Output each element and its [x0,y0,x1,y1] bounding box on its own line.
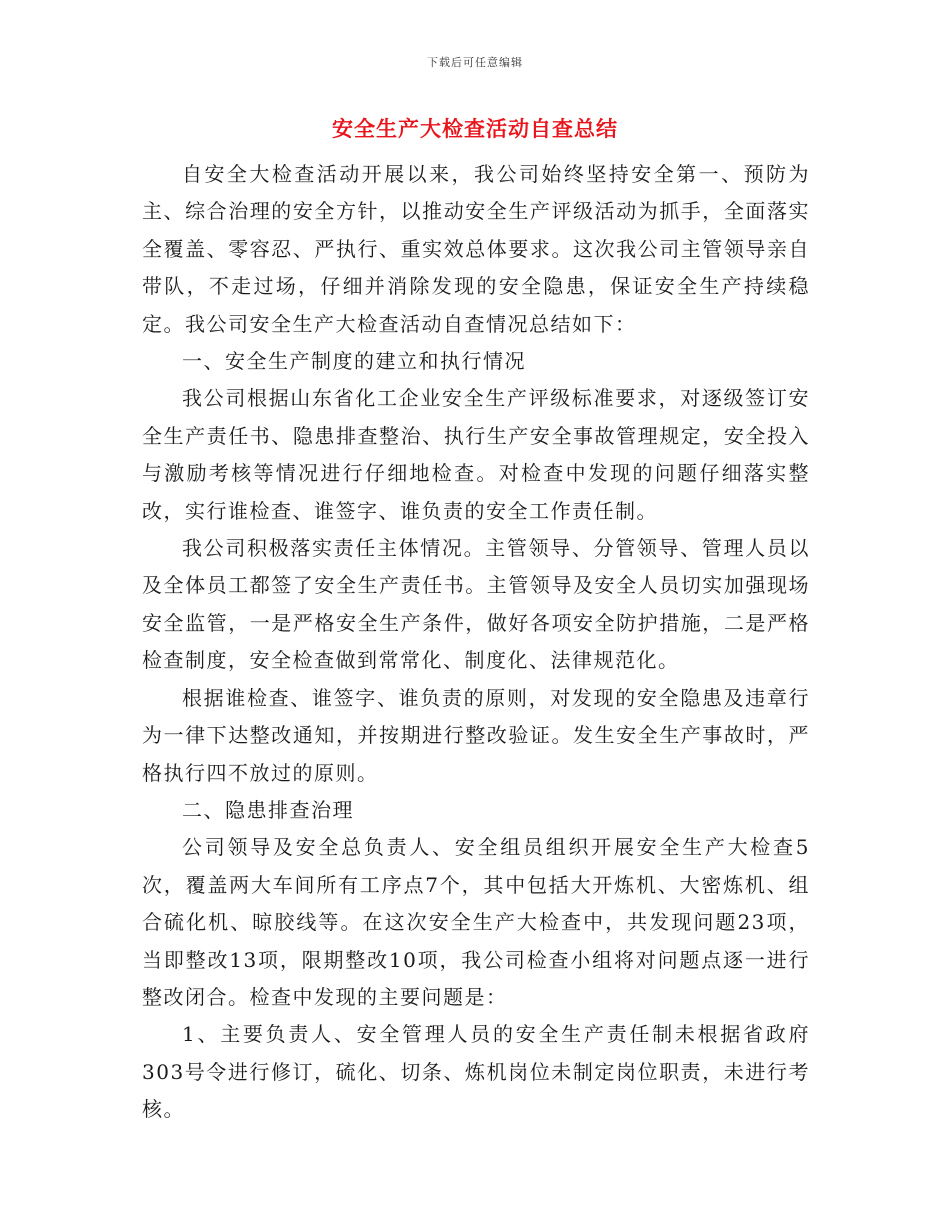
paragraph-responsibility: 我公司积极落实责任主体情况。主管领导、分管领导、管理人员以及全体员工都签了安全生产责任书。主管领导及安全人员切实加强现场安全监管，一是严格安全生产条件，做好各项安全防护措施，二是严格检查制度，安全检查做到常常化、制度化、法律规范化。 [142,536,810,673]
section-heading-2: 二、隐患排查治理 [182,797,354,822]
paragraph-intro: 自安全大检查活动开展以来，我公司始终坚持安全第一、预防为主、综合治理的安全方针，以推动安全生产评级活动为抓手，全面落实全覆盖、零容忍、严执行、重实效总体要求。这次我公司主管领导亲自带队，不走过场，仔细并消除发现的安全隐患，保证安全生产持续稳定。我公司安全生产大检查活动自查情况总结如下： [142,162,810,336]
paragraph-issue-1: 1、主要负责人、安全管理人员的安全生产责任制未根据省政府303号令进行修订，硫化、切条、炼机岗位未制定岗位职责，未进行考核。 [142,1022,810,1122]
paragraph-system-check: 我公司根据山东省化工企业安全生产评级标准要求，对逐级签订安全生产责任书、隐患排查整治、执行生产安全事故管理规定，安全投入与激励考核等情况进行仔细地检查。对检查中发现的问题仔细落实整改，实行谁检查、谁签字、谁负责的安全工作责任制。 [142,386,810,523]
header-note: 下载后可任意编辑 [427,56,523,69]
paragraph-principle: 根据谁检查、谁签字、谁负责的原则，对发现的安全隐患及违章行为一律下达整改通知，并按期进行整改验证。发生安全生产事故时，严格执行四不放过的原则。 [142,685,810,785]
document-body [142,156,810,1129]
section-heading-1: 一、安全生产制度的建立和执行情况 [182,349,526,374]
document-title: 安全生产大检查活动自查总结 [332,116,618,141]
paragraph-hazard-inspection: 公司领导及安全总负责人、安全组员组织开展安全生产大检查5次，覆盖两大车间所有工序点7个，其中包括大开炼机、大密炼机、组合硫化机、晾胶线等。在这次安全生产大检查中，共发现问题23项，当即整改13项，限期整改10项，我公司检查小组将对问题点逐一进行整改闭合。检查中发现的主要问题是： [142,835,810,1009]
